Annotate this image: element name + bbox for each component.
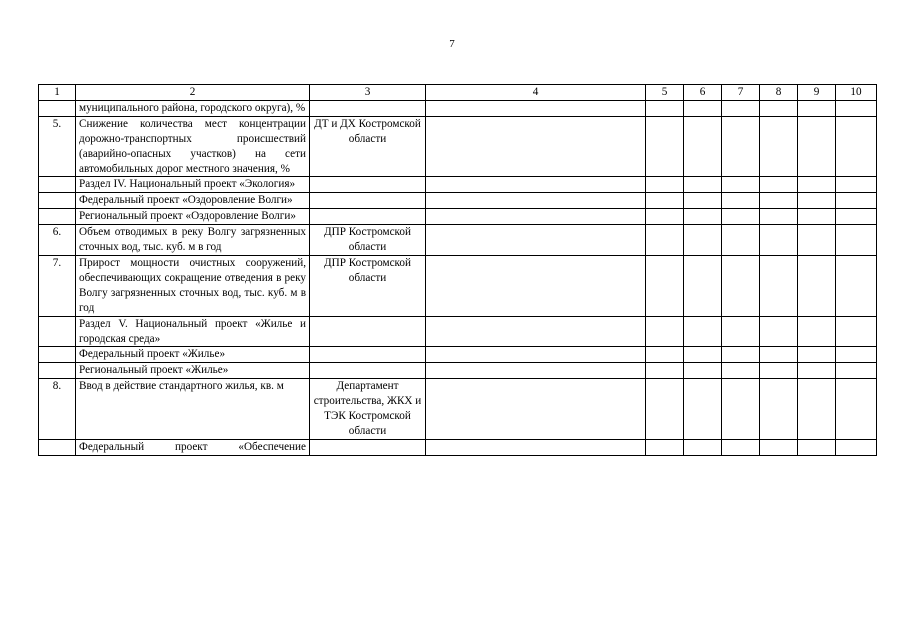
indicator-name-cell: Ввод в действие стандартного жилья, кв. м (76, 379, 310, 440)
header-cell: 8 (760, 85, 798, 101)
empty-cell (426, 316, 646, 347)
empty-cell (722, 177, 760, 193)
empty-cell (722, 193, 760, 209)
empty-cell (646, 363, 684, 379)
empty-cell (760, 255, 798, 316)
empty-cell (684, 347, 722, 363)
empty-cell (836, 439, 877, 455)
row-number-cell (39, 439, 76, 455)
row-number-cell (39, 100, 76, 116)
empty-cell (722, 255, 760, 316)
empty-cell (760, 225, 798, 256)
row-number-cell (39, 363, 76, 379)
row-number-cell: 6. (39, 225, 76, 256)
table-row (39, 100, 877, 116)
table-row (39, 316, 877, 347)
header-cell: 9 (798, 85, 836, 101)
indicator-name-cell: муниципального района, городского округа), % (76, 100, 310, 116)
empty-cell (836, 316, 877, 347)
empty-cell (646, 193, 684, 209)
executor-cell (310, 100, 426, 116)
empty-cell (722, 379, 760, 440)
empty-cell (722, 363, 760, 379)
empty-cell (760, 193, 798, 209)
empty-cell (426, 116, 646, 177)
empty-cell (798, 100, 836, 116)
empty-cell (684, 116, 722, 177)
empty-cell (760, 363, 798, 379)
executor-cell (310, 209, 426, 225)
empty-cell (646, 347, 684, 363)
empty-cell (836, 100, 877, 116)
empty-cell (722, 100, 760, 116)
empty-cell (646, 439, 684, 455)
executor-cell (310, 439, 426, 455)
executor-cell (310, 193, 426, 209)
empty-cell (760, 316, 798, 347)
empty-cell (760, 100, 798, 116)
empty-cell (646, 316, 684, 347)
empty-cell (798, 439, 836, 455)
table-row (39, 193, 877, 209)
indicator-name-cell: Федеральный проект «Обеспечение (76, 439, 310, 455)
executor-cell (310, 363, 426, 379)
empty-cell (798, 193, 836, 209)
empty-cell (684, 225, 722, 256)
empty-cell (426, 363, 646, 379)
indicator-name-cell: Снижение количества мест концентрации дорожно-транспортных происшествий (аварийно-опасных участков) на сети автомобильных дорог местного значения, % (76, 116, 310, 177)
executor-cell: ДПР Костромской области (310, 225, 426, 256)
empty-cell (426, 439, 646, 455)
table-header-row (39, 85, 877, 101)
table-row (39, 225, 877, 256)
row-number-cell (39, 177, 76, 193)
executor-cell (310, 347, 426, 363)
empty-cell (646, 379, 684, 440)
header-cell: 10 (836, 85, 877, 101)
empty-cell (684, 439, 722, 455)
table-row (39, 347, 877, 363)
empty-cell (684, 255, 722, 316)
empty-cell (722, 347, 760, 363)
empty-cell (684, 209, 722, 225)
empty-cell (798, 255, 836, 316)
empty-cell (722, 225, 760, 256)
empty-cell (426, 379, 646, 440)
executor-cell (310, 316, 426, 347)
empty-cell (684, 316, 722, 347)
empty-cell (836, 255, 877, 316)
executor-cell: Департамент строительства, ЖКХ и ТЭК Костромской области (310, 379, 426, 440)
empty-cell (684, 193, 722, 209)
table-row (39, 116, 877, 177)
indicator-name-cell: Раздел IV. Национальный проект «Экология» (76, 177, 310, 193)
executor-cell: ДПР Костромской области (310, 255, 426, 316)
header-cell: 4 (426, 85, 646, 101)
empty-cell (798, 177, 836, 193)
empty-cell (760, 116, 798, 177)
empty-cell (760, 177, 798, 193)
indicator-name-cell: Региональный проект «Жилье» (76, 363, 310, 379)
empty-cell (684, 379, 722, 440)
executor-cell (310, 177, 426, 193)
empty-cell (836, 363, 877, 379)
page-number: 7 (449, 38, 455, 50)
empty-cell (798, 347, 836, 363)
table-row (39, 209, 877, 225)
header-cell: 3 (310, 85, 426, 101)
empty-cell (836, 379, 877, 440)
row-number-cell (39, 316, 76, 347)
empty-cell (646, 116, 684, 177)
empty-cell (646, 225, 684, 256)
header-cell: 7 (722, 85, 760, 101)
empty-cell (836, 193, 877, 209)
table-row (39, 363, 877, 379)
empty-cell (760, 347, 798, 363)
empty-cell (760, 209, 798, 225)
empty-cell (684, 177, 722, 193)
header-cell: 2 (76, 85, 310, 101)
empty-cell (760, 379, 798, 440)
indicator-name-cell: Объем отводимых в реку Волгу загрязненных сточных вод, тыс. куб. м в год (76, 225, 310, 256)
indicator-name-cell: Прирост мощности очистных сооружений, обеспечивающих сокращение отведения в реку Волгу загрязненных сточных вод, тыс. куб. м в год (76, 255, 310, 316)
empty-cell (426, 347, 646, 363)
table-row (39, 177, 877, 193)
empty-cell (798, 379, 836, 440)
table-row (39, 255, 877, 316)
empty-cell (836, 177, 877, 193)
table-row (39, 379, 877, 440)
empty-cell (836, 225, 877, 256)
row-number-cell: 8. (39, 379, 76, 440)
header-cell: 5 (646, 85, 684, 101)
row-number-cell: 5. (39, 116, 76, 177)
executor-cell: ДТ и ДХ Костромской области (310, 116, 426, 177)
empty-cell (426, 255, 646, 316)
empty-cell (722, 439, 760, 455)
empty-cell (684, 363, 722, 379)
empty-cell (798, 209, 836, 225)
row-number-cell (39, 347, 76, 363)
empty-cell (426, 177, 646, 193)
empty-cell (722, 209, 760, 225)
empty-cell (798, 225, 836, 256)
empty-cell (426, 209, 646, 225)
empty-cell (798, 316, 836, 347)
indicator-name-cell: Региональный проект «Оздоровление Волги» (76, 209, 310, 225)
empty-cell (646, 209, 684, 225)
table-row (39, 439, 877, 455)
empty-cell (426, 100, 646, 116)
empty-cell (798, 116, 836, 177)
header-cell: 1 (39, 85, 76, 101)
row-number-cell (39, 209, 76, 225)
empty-cell (426, 193, 646, 209)
empty-cell (836, 209, 877, 225)
indicator-name-cell: Федеральный проект «Оздоровление Волги» (76, 193, 310, 209)
empty-cell (426, 225, 646, 256)
empty-cell (722, 316, 760, 347)
empty-cell (646, 100, 684, 116)
row-number-cell: 7. (39, 255, 76, 316)
empty-cell (684, 100, 722, 116)
empty-cell (798, 363, 836, 379)
empty-cell (646, 255, 684, 316)
empty-cell (722, 116, 760, 177)
empty-cell (836, 116, 877, 177)
empty-cell (836, 347, 877, 363)
indicators-table (38, 84, 877, 456)
empty-cell (646, 177, 684, 193)
indicator-name-cell: Раздел V. Национальный проект «Жилье и городская среда» (76, 316, 310, 347)
row-number-cell (39, 193, 76, 209)
header-cell: 6 (684, 85, 722, 101)
indicator-name-cell: Федеральный проект «Жилье» (76, 347, 310, 363)
empty-cell (760, 439, 798, 455)
